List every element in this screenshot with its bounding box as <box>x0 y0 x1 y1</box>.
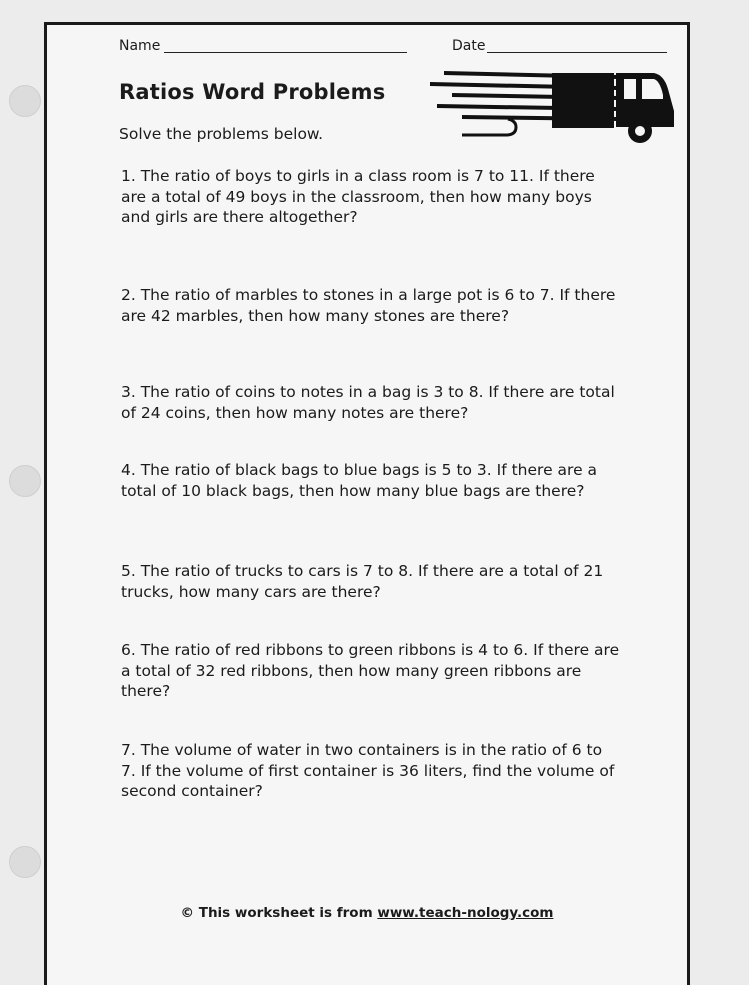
truck-icon <box>392 65 682 145</box>
footer-credit <box>47 905 687 921</box>
footer-prefix: © This worksheet is from <box>180 905 378 921</box>
problem-2: 2. The ratio of marbles to stones in a large pot is 6 to 7. If there are 42 marbles, then how many stones are there? <box>121 286 616 325</box>
binder-hole-icon <box>9 846 41 878</box>
problem-3: 3. The ratio of coins to notes in a bag is 3 to 8. If there are total of 24 coins, then how many notes are there? <box>121 383 615 422</box>
name-line <box>164 52 407 53</box>
footer-link[interactable]: www.teach-nology.com <box>377 905 554 921</box>
page-title: Ratios Word Problems <box>119 80 386 104</box>
problem-1: 1. The ratio of boys to girls in a class room is 7 to 11. If there are a total of 49 boys in the classroom, then how many boys and girls are there altogether? <box>121 167 595 226</box>
binder-hole-icon <box>9 85 41 117</box>
problem-6: 6. The ratio of red ribbons to green ribbons is 4 to 6. If there are a total of 32 red ribbons, then how many green ribbons are there? <box>121 641 620 700</box>
date-label: Date <box>452 38 486 54</box>
worksheet-page <box>44 22 690 985</box>
problem-4: 4. The ratio of black bags to blue bags is 5 to 3. If there are a total of 10 black bags, then how many blue bags are there? <box>121 461 598 500</box>
instructions-text: Solve the problems below. <box>119 125 324 143</box>
problem-5: 5. The ratio of trucks to cars is 7 to 8. If there are a total of 21 trucks, how many cars are there? <box>121 562 604 601</box>
name-label: Name <box>119 38 161 54</box>
binder-hole-icon <box>9 465 41 497</box>
date-line <box>487 52 667 53</box>
problem-7: 7. The volume of water in two containers is in the ratio of 6 to 7. If the volume of first container is 36 liters, find the volume of second container? <box>121 741 615 800</box>
